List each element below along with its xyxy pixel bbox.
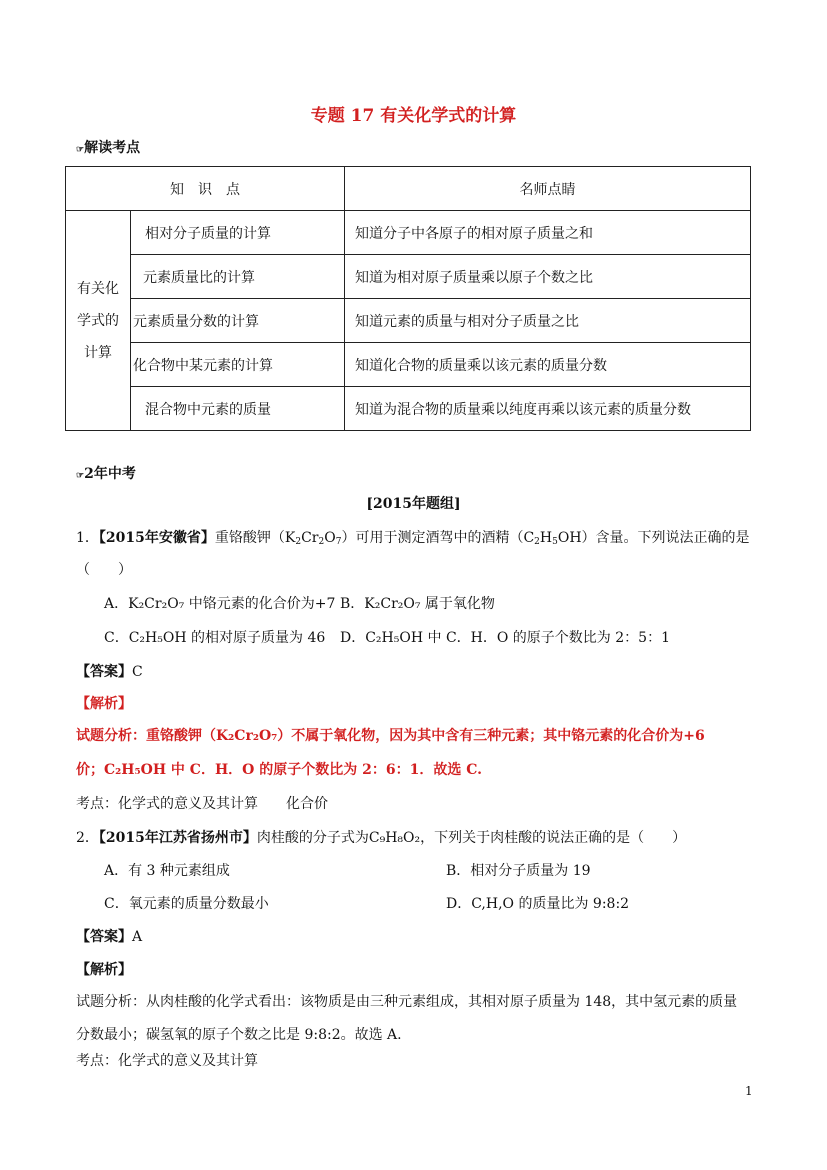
pointing-hand-icon: ☞ (76, 145, 84, 155)
table-row (66, 299, 751, 343)
subscript: 2 (534, 537, 540, 547)
stem-text: H (539, 530, 553, 546)
stem-text: O (324, 530, 336, 546)
pointing-hand-icon: ☞ (76, 471, 84, 481)
question-source: 【2015年安徽省】 (98, 530, 215, 546)
header-knowledge-point: 知 识 点 (66, 167, 345, 211)
stem-text: ）可用于测定酒驾中的酒精（C (341, 530, 535, 546)
answer-value: C (132, 664, 143, 680)
analysis-text: 试题分析：从肉桂酸的化学式看出：该物质是由三种元素组成，其相对原子质量为 148，其中氢元素的质量 (76, 994, 738, 1010)
category-line: 学式的 (77, 312, 119, 329)
question-1-stem (76, 527, 750, 547)
question-number: 2． (76, 830, 99, 846)
section-label: 解读考点 (84, 140, 141, 156)
section-label: 2年中考 (84, 466, 136, 482)
analysis-label: 【解析】 (76, 696, 132, 712)
answer-label: 【答案】 (76, 929, 132, 945)
table-row (66, 255, 751, 299)
note-cell: 知道元素的质量与相对分子质量之比 (345, 299, 751, 343)
knowledge-table (65, 166, 751, 431)
stem-text: 肉桂酸的分子式为C₉H₈O₂，下列关于肉桂酸的说法正确的是（ ） (256, 830, 687, 846)
question-number: 1． (76, 530, 99, 546)
option-c: C．C₂H₅OH 的相对原子质量为 46 (104, 630, 326, 646)
analysis-label: 【解析】 (76, 962, 132, 978)
page-title: 专题 17 有关化学式的计算 (310, 106, 517, 126)
topic-cell: 元素质量比的计算 (131, 255, 345, 299)
answer-label: 【答案】 (76, 664, 132, 680)
subscript: 2 (295, 537, 302, 547)
table-row (66, 211, 751, 255)
section-heading-exams (76, 463, 136, 483)
stem-text: Cr (301, 530, 319, 546)
subscript: 7 (335, 537, 342, 547)
option-a: A．K₂Cr₂O₇ 中铬元素的化合价为+7 (104, 596, 336, 612)
table-row (66, 343, 751, 387)
category-line: 计算 (84, 344, 112, 361)
topic-cell: 元素质量分数的计算 (131, 299, 345, 343)
category-cell (66, 211, 131, 431)
answer-line (76, 661, 143, 681)
analysis-text: 分数最小；碳氢氧的原子个数之比是 9:8:2。故选 A. (76, 1027, 402, 1043)
option-b: B．K₂Cr₂O₇ 属于氧化物 (340, 596, 495, 612)
option-d: D．C₂H₅OH 中 C．H．O 的原子个数比为 2：5：1 (340, 630, 670, 646)
stem-text: OH）含量。下列说法正确的是 (557, 530, 750, 546)
header-teacher-tips: 名师点睛 (345, 167, 751, 211)
subscript: 5 (552, 537, 558, 547)
analysis-text: 试题分析：重铬酸钾（K₂Cr₂O₇）不属于氧化物，因为其中含有三种元素；其中铬元素的化合价为+6 (76, 728, 705, 744)
table-header-row (66, 167, 751, 211)
answer-parentheses: （ ） (76, 562, 132, 578)
question-source: 【2015年江苏省扬州市】 (98, 830, 257, 846)
note-cell: 知道化合物的质量乘以该元素的质量分数 (345, 343, 751, 387)
table-row (66, 387, 751, 431)
note-cell: 知道为混合物的质量乘以纯度再乘以该元素的质量分数 (345, 387, 751, 431)
option-c: C．氧元素的质量分数最小 (104, 896, 269, 912)
option-a: A．有 3 种元素组成 (104, 863, 230, 879)
page-number: 1 (745, 1084, 753, 1098)
subscript: 2 (318, 537, 325, 547)
answer-value: A (132, 929, 143, 945)
option-d: D．C,H,O 的质量比为 9:8:2 (446, 896, 630, 912)
note-cell: 知道为相对原子质量乘以原子个数之比 (345, 255, 751, 299)
analysis-text: 价；C₂H₅OH 中 C．H．O 的原子个数比为 2：6：1．故选 C. (76, 762, 482, 778)
section-heading-interpretation (76, 137, 140, 157)
topic-cell: 相对分子质量的计算 (131, 211, 345, 255)
knowledge-point: 考点：化学式的意义及其计算 化合价 (76, 796, 328, 812)
group-heading: [2015年题组] (366, 496, 461, 512)
category-line: 有关化 (77, 280, 119, 297)
stem-text: 重铬酸钾（K (214, 530, 296, 546)
note-cell: 知道分子中各原子的相对原子质量之和 (345, 211, 751, 255)
topic-cell: 化合物中某元素的计算 (131, 343, 345, 387)
knowledge-point: 考点：化学式的意义及其计算 (76, 1053, 258, 1069)
option-b: B．相对分子质量为 19 (446, 863, 591, 879)
topic-cell: 混合物中元素的质量 (131, 387, 345, 431)
answer-line (76, 926, 142, 946)
question-2-stem (76, 827, 686, 847)
